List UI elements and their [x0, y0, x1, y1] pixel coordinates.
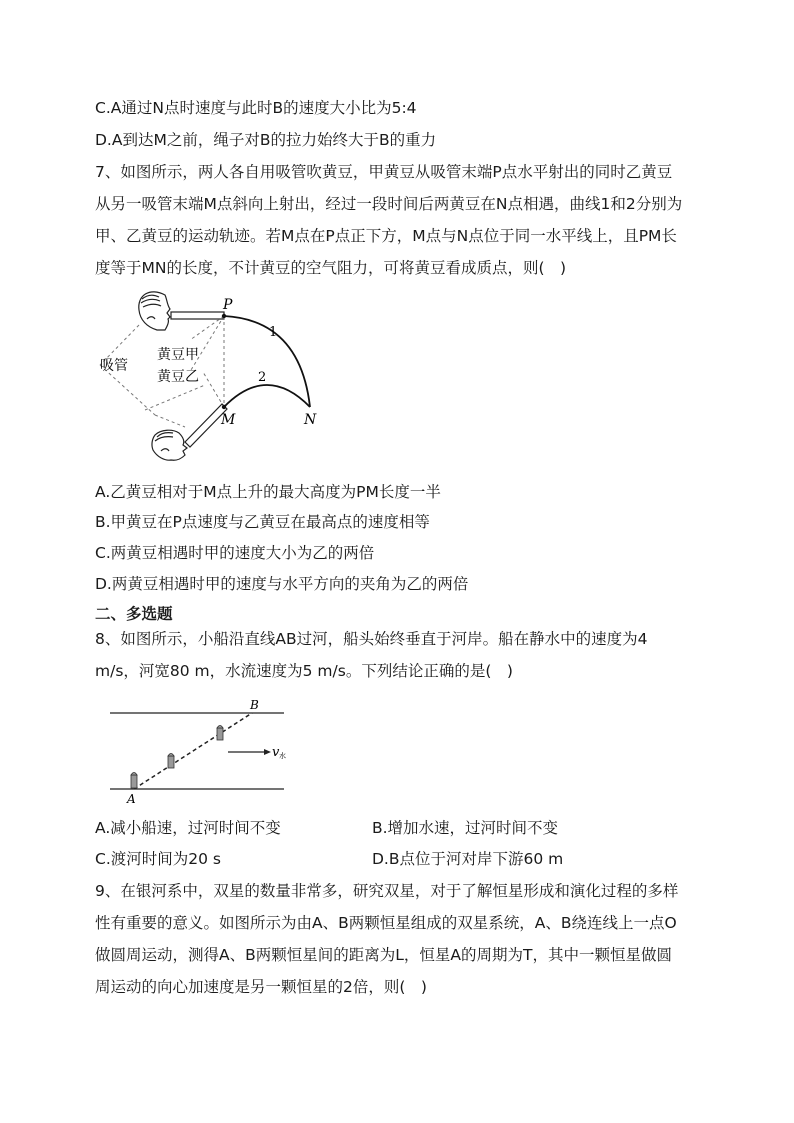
q8-figure [108, 697, 288, 807]
label-N: N [304, 412, 317, 428]
lower-person-head-icon [152, 430, 187, 460]
q8-option-c: C.渡河时间为20 s [95, 850, 221, 868]
q7-option-d: D.两黄豆相遇时甲的速度与水平方向的夹角为乙的两倍 [95, 575, 469, 593]
q8-option-a: A.减小船速，过河时间不变 [95, 819, 281, 837]
point-M-marker [222, 405, 226, 409]
label-straw: 吸管 [100, 358, 128, 374]
q8-option-b: B.增加水速，过河时间不变 [372, 819, 559, 837]
boat-icon-end [217, 726, 223, 741]
trajectory-1 [224, 316, 310, 407]
section-heading-multiple-choice: 二、多选题 [95, 605, 173, 623]
q8-option-d: D.B点位于河对岸下游60 m [372, 850, 564, 868]
trajectory-2 [224, 385, 310, 407]
q7-option-c: C.两黄豆相遇时甲的速度大小为乙的两倍 [95, 544, 375, 562]
label-P: P [223, 297, 233, 313]
label-1: 1 [269, 325, 278, 340]
q8-stem-line-1: 8、如图所示，小船沿直线AB过河，船头始终垂直于河岸。船在静水中的速度为4 [95, 630, 648, 648]
q9-stem-line-4: 周运动的向心加速度是另一颗恒星的2倍，则( ) [95, 978, 427, 996]
label-v: v [272, 745, 280, 760]
q8-stem-line-2: m/s，河宽80 m，水流速度为5 m/s。下列结论正确的是( ) [95, 662, 513, 680]
q9-stem-line-2: 性有重要的意义。如图所示为由A、B两颗恒星组成的双星系统，A、B绕连线上一点O [95, 914, 677, 932]
label-A: A [127, 792, 136, 806]
q7-stem-line-2: 从另一吸管末端M点斜向上射出，经过一段时间后两黄豆在N点相遇，曲线1和2分别为 [95, 195, 683, 213]
label-M: M [221, 412, 236, 428]
boat-icon-middle [168, 754, 174, 769]
point-P-marker [222, 314, 226, 318]
label-bean-a: 黄豆甲 [157, 347, 199, 363]
label-2: 2 [258, 370, 267, 385]
upper-person-head-icon [139, 292, 170, 330]
label-bean-b: 黄豆乙 [157, 369, 199, 385]
q6-option-c: C.A通过N点时速度与此时B的速度大小比为5:4 [95, 99, 417, 117]
q7-stem-line-1: 7、如图所示，两人各自用吸管吹黄豆，甲黄豆从吸管末端P点水平射出的同时乙黄豆 [95, 163, 673, 181]
q7-stem-line-4: 度等于MN的长度，不计黄豆的空气阻力，可将黄豆看成质点，则( ) [95, 259, 567, 277]
upper-straw [171, 312, 224, 319]
q7-option-b: B.甲黄豆在P点速度与乙黄豆在最高点的速度相等 [95, 513, 430, 531]
q7-option-a: A.乙黄豆相对于M点上升的最大高度为PM长度一半 [95, 483, 441, 501]
q7-stem-line-3: 甲、乙黄豆的运动轨迹。若M点在P点正下方，M点与N点位于同一水平线上，且PM长 [95, 227, 677, 245]
q9-stem-line-3: 做圆周运动，测得A、B两颗恒星间的距离为L，恒星A的周期为T，其中一颗恒星做圆 [95, 946, 672, 964]
q6-option-d: D.A到达M之前，绳子对B的拉力始终大于B的重力 [95, 131, 437, 149]
q9-stem-line-1: 9、在银河系中，双星的数量非常多，研究双星，对于了解恒星形成和演化过程的多样 [95, 882, 679, 900]
label-v-subscript: 水 [279, 752, 286, 760]
label-B: B [250, 698, 259, 712]
boat-icon-start [131, 773, 137, 789]
crossing-path-AB [134, 713, 252, 789]
water-velocity-arrow-icon [228, 749, 271, 755]
q7-figure [95, 285, 330, 470]
